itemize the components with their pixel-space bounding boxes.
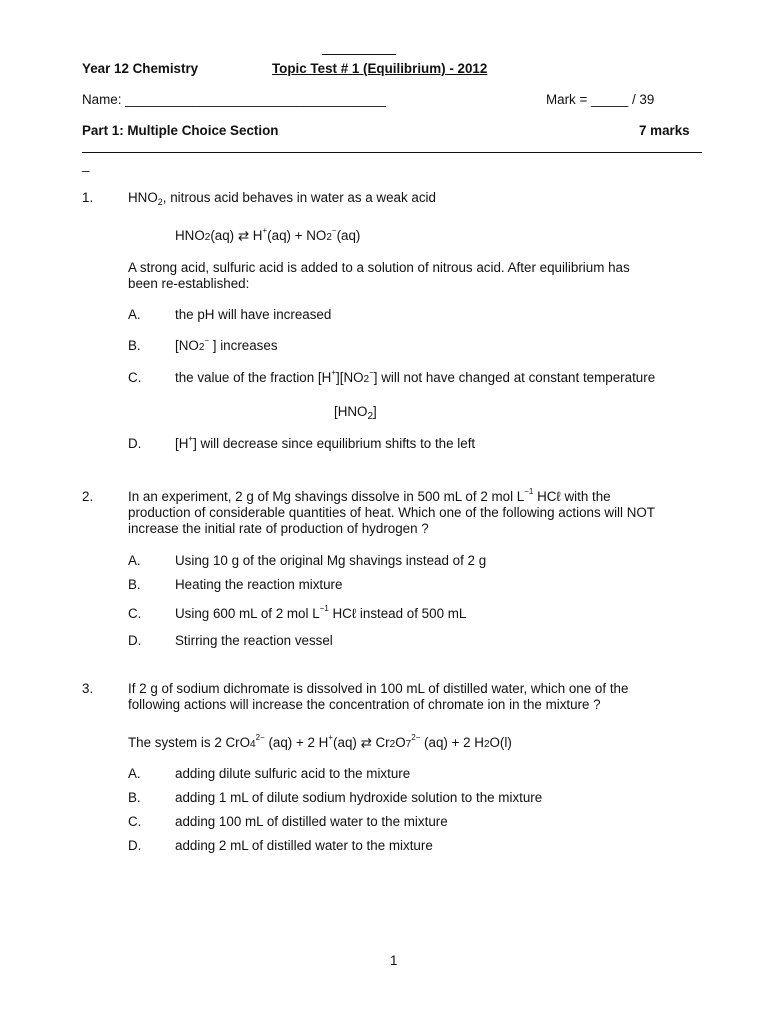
q3-equation — [128, 735, 512, 753]
q1-text-line2: been re-established: — [128, 276, 250, 291]
q1-c-post: ] will not have changed at constant temperature — [373, 370, 656, 385]
course-title: Year 12 Chemistry — [82, 61, 199, 76]
q3-eq-sub2: 2 — [389, 739, 396, 750]
q1-b-post: ] increases — [209, 338, 278, 353]
part-heading: Part 1: Multiple Choice Section — [82, 123, 279, 138]
q1-c-mid: ][NO — [336, 370, 364, 385]
q1-option-c-denominator — [334, 404, 377, 422]
q1-option-a-letter: A. — [128, 307, 141, 322]
name-field: Name: ___________________________________ — [82, 92, 386, 107]
q1-option-d-text — [175, 436, 475, 454]
q1-stem — [128, 190, 436, 207]
q1-eq-sub2b: 2 — [326, 232, 332, 243]
q1-eq-minus-charge: − — [331, 226, 337, 235]
q1-eq-part2: (aq) + NO — [267, 228, 327, 243]
q2-option-c-letter: C. — [128, 606, 142, 621]
q3-eq-plus-charge: + — [328, 733, 334, 742]
q1-equation — [175, 228, 360, 246]
top-rule — [322, 54, 396, 55]
q3-eq-o: O — [395, 735, 406, 750]
q2-line1-post: HCℓ with the — [533, 489, 611, 504]
q1-d-post: ] will decrease since equilibrium shifts to the left — [193, 436, 476, 451]
q2-option-b-letter: B. — [128, 577, 141, 592]
q3-eq-part2: (aq) ⇄ Cr — [333, 735, 390, 750]
q1-stem-formula: HNO — [128, 190, 158, 205]
q3-eq-pre: The system is 2 CrO — [128, 735, 251, 750]
q1-option-b-letter: B. — [128, 338, 141, 353]
q2-option-a-text: Using 10 g of the original Mg shavings instead of 2 g — [175, 553, 487, 568]
q1-c-pre: the value of the fraction [H — [175, 370, 332, 385]
q1-c-minus-charge: − — [369, 368, 374, 377]
q1-option-c-text — [175, 370, 655, 388]
q1-option-a-text: the pH will have increased — [175, 307, 332, 322]
q1-text-line1: A strong acid, sulfuric acid is added to a solution of nitrous acid. After equilibrium has — [128, 260, 630, 275]
q3-option-a-text: adding dilute sulfuric acid to the mixture — [175, 766, 411, 781]
q3-eq-sub2b: 2 — [483, 739, 490, 750]
q3-eq-charge1: 2− — [255, 733, 265, 742]
q2-line1-exponent: −1 — [524, 487, 534, 496]
q3-option-c-text: adding 100 mL of distilled water to the mixture — [175, 814, 448, 829]
q1-eq-part1: (aq) ⇄ H — [210, 228, 263, 243]
q1-option-d-letter: D. — [128, 436, 142, 451]
q3-eq-sub7: 7 — [405, 739, 412, 750]
q1-d-pre: [H — [175, 436, 189, 451]
q3-option-d-letter: D. — [128, 838, 142, 853]
q3-eq-end: O(l) — [489, 735, 512, 750]
section-rule-tail: _ — [82, 157, 90, 172]
q2-line2: production of considerable quantities of heat. Which one of the following actions will NOT — [128, 505, 655, 520]
q2-option-b-text: Heating the reaction mixture — [175, 577, 343, 592]
q1-option-c-letter: C. — [128, 370, 142, 385]
q3-eq-part1: (aq) + 2 H — [264, 735, 329, 750]
q3-option-b-text: adding 1 mL of dilute sodium hydroxide solution to the mixture — [175, 790, 543, 805]
q2-option-c-text — [175, 606, 466, 624]
q1-eq-plus-charge: + — [262, 226, 268, 235]
q3-option-c-letter: C. — [128, 814, 142, 829]
page-number: 1 — [390, 953, 398, 968]
q2-c-post: HCℓ instead of 500 mL — [328, 606, 467, 621]
q1-c-denom-sub: 2 — [367, 411, 374, 422]
q2-option-d-letter: D. — [128, 633, 142, 648]
q1-b-charge: − — [204, 336, 210, 345]
q2-line1-pre: In an experiment, 2 g of Mg shavings dissolve in 500 mL of 2 mol L — [128, 489, 525, 504]
q2-option-d-text: Stirring the reaction vessel — [175, 633, 333, 648]
q1-c-sub: 2 — [363, 374, 370, 385]
q3-eq-part3: (aq) + 2 H — [420, 735, 484, 750]
q1-c-denom-post: ] — [373, 404, 377, 419]
q3-option-b-letter: B. — [128, 790, 141, 805]
q3-eq-charge2: 2− — [411, 733, 421, 742]
q3-option-d-text: adding 2 mL of distilled water to the mixture — [175, 838, 433, 853]
q3-number: 3. — [82, 681, 94, 696]
q1-b-pre: [NO — [175, 338, 199, 353]
q3-line2: following actions will increase the concentration of chromate ion in the mixture ? — [128, 697, 601, 712]
q1-eq-part3: (aq) — [336, 228, 361, 243]
q1-b-sub: 2 — [198, 342, 205, 353]
section-rule — [82, 152, 702, 153]
q3-line1: If 2 g of sodium dichromate is dissolved in 100 mL of distilled water, which one of the — [128, 681, 629, 696]
q1-d-plus-charge: + — [188, 434, 194, 443]
q2-line3: increase the initial rate of production of hydrogen ? — [128, 521, 429, 536]
q1-c-denom-pre: [HNO — [334, 404, 368, 419]
q3-option-a-letter: A. — [128, 766, 141, 781]
test-title: Topic Test # 1 (Equilibrium) - 2012 — [272, 61, 488, 76]
q1-stem-text: , nitrous acid behaves in water as a weak acid — [162, 190, 436, 205]
q2-number: 2. — [82, 489, 94, 504]
q2-c-pre: Using 600 mL of 2 mol L — [175, 606, 320, 621]
q1-option-b-text — [175, 338, 278, 356]
mark-field: Mark = _____ / 39 — [546, 92, 655, 107]
q1-eq-sub2: 2 — [204, 232, 211, 243]
q1-stem-subscript: 2 — [157, 197, 163, 207]
q2-option-a-letter: A. — [128, 553, 141, 568]
q1-eq-hno: HNO — [175, 228, 205, 243]
q2-c-exponent: −1 — [319, 604, 329, 613]
q1-c-plus-charge: + — [331, 368, 336, 377]
part-marks: 7 marks — [639, 123, 690, 138]
q1-number: 1. — [82, 190, 94, 205]
q3-eq-sub4: 4 — [250, 739, 256, 750]
